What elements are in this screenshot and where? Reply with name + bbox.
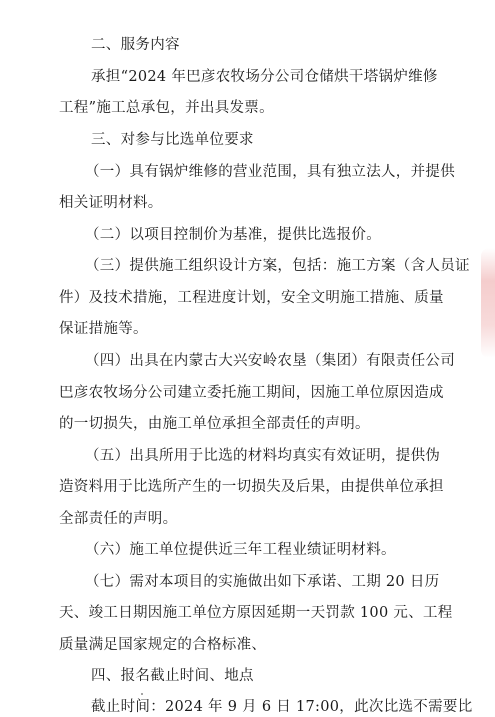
paragraph-line: 质量满足国家规定的合格标准、 (59, 637, 267, 653)
paragraph-line: 件）及技术措施，工程进度计划，安全文明施工措施、质量 (59, 290, 444, 306)
paragraph-line: 全部责任的声明。 (59, 511, 178, 527)
paragraph-line: （一）具有锅炉维修的营业范围，具有独立法人，并提供 (85, 164, 455, 180)
paragraph-line: （六）施工单位提供近三年工程业绩证明材料。 (85, 542, 396, 558)
paragraph-line: 相关证明材料。 (59, 195, 163, 211)
paragraph-line: 保证措施等。 (59, 321, 148, 337)
paragraph-line: （三）提供施工组织设计方案，包括：施工方案（含人员证 (85, 258, 470, 274)
paragraph-line: 巴彦农牧场分公司建立委托施工期间，因施工单位原因造成 (59, 385, 444, 401)
paragraph-line: 工程”施工总承包，并出具发票。 (59, 100, 274, 116)
paragraph-line: （七）需对本项目的实施做出如下承诺、工期 20 日历 (85, 574, 440, 590)
paragraph-line: 天、竣工日期因施工单位方原因延期一天罚款 100 元、工程 (59, 605, 453, 621)
paragraph-line: 造资料用于比选所产生的一切损失及后果，由提供单位承担 (59, 479, 444, 495)
scan-speck (141, 693, 143, 695)
paragraph-line: （四）出具在内蒙古大兴安岭农垦（集团）有限责任公司 (85, 353, 455, 369)
section-heading-requirements: 三、对参与比选单位要求 (91, 132, 254, 148)
paragraph-line: 的一切损失，由施工单位承担全部责任的声明。 (59, 416, 370, 432)
section-heading-service-content: 二、服务内容 (91, 37, 180, 53)
section-heading-deadline: 四、报名截止时间、地点 (91, 668, 254, 684)
paragraph-line: 承担“2024 年巴彦农牧场分公司仓储烘干塔锅炉维修 (91, 69, 438, 85)
paragraph-line: （五）出具所用于比选的材料均真实有效证明，提供伪 (85, 448, 441, 464)
seal-edge-mark (481, 248, 495, 358)
paragraph-line: 截止时间：2024 年 9 月 6 日 17:00，此次比选不需要比 (91, 699, 473, 715)
paragraph-line: （二）以项目控制价为基准，提供比选报价。 (85, 227, 381, 243)
